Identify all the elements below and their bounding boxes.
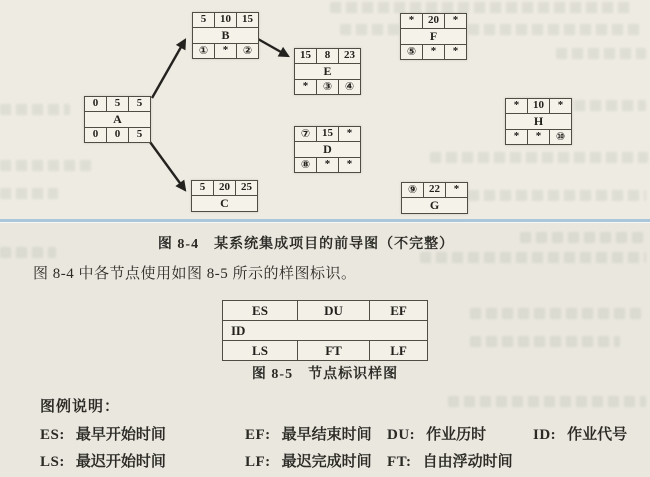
sample-cell-du: DU — [297, 301, 369, 320]
node-id: H — [533, 114, 544, 128]
legend-title: 图例说明： — [40, 399, 121, 415]
sample-cell-ef: EF — [369, 301, 427, 320]
sample-row-bottom — [223, 340, 427, 360]
node-top-row — [506, 99, 571, 113]
node-bottom-row — [295, 79, 360, 94]
legend-row-1 — [0, 423, 650, 443]
node-E — [294, 48, 361, 95]
node-top-row — [85, 97, 150, 111]
node-cell-ls: ① — [198, 45, 209, 57]
node-cell-es: 5 — [199, 181, 206, 193]
sample-cell-ft: FT — [297, 341, 369, 360]
node-B — [192, 12, 259, 59]
ghost-text — [420, 252, 646, 263]
node-id: C — [220, 196, 229, 210]
node-id: A — [113, 112, 122, 126]
node-id-row — [85, 111, 150, 127]
node-cell-es: ⑦ — [300, 128, 311, 140]
node-A — [84, 96, 151, 143]
node-top-row — [401, 14, 466, 28]
node-cell-es: * — [408, 14, 415, 26]
node-cell-ft: * — [422, 45, 444, 59]
node-cell-du: 8 — [316, 49, 338, 63]
node-cell-ft: * — [527, 130, 549, 144]
node-cell-ls: 0 — [92, 128, 99, 140]
legend-label: 最早开始时间 — [75, 427, 166, 443]
node-id-row — [506, 113, 571, 129]
ghost-text — [470, 336, 620, 347]
legend-abbr: EF: — [245, 427, 271, 443]
arrow-A-C — [150, 142, 185, 190]
sample-cell-id: ID — [231, 323, 246, 338]
panel-divider — [0, 219, 650, 223]
legend-entry-ft — [387, 450, 513, 471]
node-cell-ls: * — [302, 80, 309, 92]
node-cell-du: 22 — [423, 183, 445, 197]
node-top-row — [192, 181, 257, 195]
arrow-A-B — [152, 40, 185, 98]
node-cell-du: 20 — [213, 181, 235, 195]
node-cell-du: 10 — [214, 13, 236, 27]
node-id: F — [429, 29, 438, 43]
node-cell-du: 20 — [422, 14, 444, 28]
legend-entry-es — [40, 423, 166, 444]
figure-8-4-caption: 图 8-4 某系统集成项目的前导图（不完整） — [157, 237, 455, 252]
node-cell-lf: ⑩ — [549, 130, 571, 144]
node-cell-ls: * — [513, 130, 520, 142]
node-id-row — [402, 197, 467, 213]
node-top-row — [295, 49, 360, 63]
sample-cell-es: ES — [252, 303, 268, 318]
node-bottom-row — [193, 43, 258, 58]
node-cell-ft: * — [214, 44, 236, 58]
legend-entry-du — [387, 423, 486, 444]
node-id: G — [429, 198, 440, 212]
node-id-row — [295, 63, 360, 79]
node-cell-du: 5 — [106, 97, 128, 111]
node-cell-ef: 15 — [236, 13, 258, 27]
arrow-B-E — [258, 39, 288, 56]
node-cell-ef: 5 — [128, 97, 150, 111]
node-cell-ft: 0 — [106, 128, 128, 142]
node-id-row — [401, 28, 466, 44]
node-cell-es: 5 — [200, 13, 207, 25]
legend-abbr: ES: — [40, 427, 65, 443]
node-top-row — [402, 183, 467, 197]
sample-row-top — [223, 301, 427, 320]
node-cell-du: 10 — [527, 99, 549, 113]
node-H — [505, 98, 572, 145]
node-id: B — [221, 28, 230, 42]
node-id: E — [323, 64, 332, 78]
node-bottom-row — [85, 127, 150, 142]
node-cell-ef: * — [549, 99, 571, 113]
sample-cell-ls: LS — [252, 343, 268, 358]
node-cell-lf: ② — [236, 44, 258, 58]
legend-abbr: ID: — [533, 427, 557, 443]
legend-abbr: FT: — [387, 454, 412, 470]
node-cell-ls: ⑧ — [300, 159, 311, 171]
legend-label: 最早结束时间 — [281, 427, 372, 443]
node-top-row — [193, 13, 258, 27]
legend-entry-ef — [245, 423, 372, 444]
legend-row-2 — [0, 450, 650, 470]
legend-entry-lf — [245, 450, 372, 471]
figure-8-5-caption: 图 8-5 节点标识样图 — [251, 367, 399, 382]
body-paragraph: 图 8-4 中各节点使用如图 8-5 所示的样图标识。 — [33, 266, 357, 282]
legend-abbr: LS: — [40, 454, 65, 470]
node-C — [191, 180, 258, 212]
node-F — [400, 13, 467, 60]
node-cell-ef: * — [444, 14, 466, 28]
legend-entry-ls — [40, 450, 166, 471]
legend-label: 作业历时 — [426, 427, 487, 443]
node-cell-ef: * — [338, 127, 360, 141]
node-bottom-row — [401, 44, 466, 59]
node-id: D — [323, 142, 332, 156]
legend-abbr: LF: — [245, 454, 271, 470]
ghost-text — [448, 396, 646, 407]
node-G — [401, 182, 468, 214]
ghost-text — [470, 308, 646, 319]
node-id-row — [192, 195, 257, 211]
node-cell-es: 15 — [300, 49, 311, 61]
node-bottom-row — [506, 129, 571, 144]
node-D — [294, 126, 361, 173]
sample-cell-lf: LF — [369, 341, 427, 360]
legend-label: 作业代号 — [567, 427, 628, 443]
node-cell-ls: ⑤ — [406, 46, 417, 58]
legend-label: 最迟完成时间 — [281, 454, 372, 470]
figure-8-4-diagram — [0, 0, 650, 219]
node-cell-es: * — [513, 99, 520, 111]
legend-label: 自由浮动时间 — [422, 454, 513, 470]
legend-entry-id — [533, 423, 627, 444]
node-bottom-row — [295, 157, 360, 172]
node-cell-es: ⑨ — [407, 184, 418, 196]
node-cell-es: 0 — [92, 97, 99, 109]
node-cell-ef: * — [445, 183, 467, 197]
node-cell-lf: 5 — [128, 128, 150, 142]
node-top-row — [295, 127, 360, 141]
node-id-row — [193, 27, 258, 43]
node-cell-lf: * — [444, 45, 466, 59]
legend-abbr: DU: — [387, 427, 416, 443]
node-cell-lf: * — [338, 158, 360, 172]
node-cell-lf: ④ — [338, 80, 360, 94]
node-id-row — [295, 141, 360, 157]
legend-label: 最迟开始时间 — [75, 454, 166, 470]
node-cell-ft: ③ — [316, 80, 338, 94]
node-cell-du: 15 — [316, 127, 338, 141]
sample-row-id — [223, 320, 427, 340]
node-cell-ef: 23 — [338, 49, 360, 63]
node-cell-ef: 25 — [235, 181, 257, 195]
figure-8-5-sample-table — [222, 300, 428, 361]
node-cell-ft: * — [316, 158, 338, 172]
